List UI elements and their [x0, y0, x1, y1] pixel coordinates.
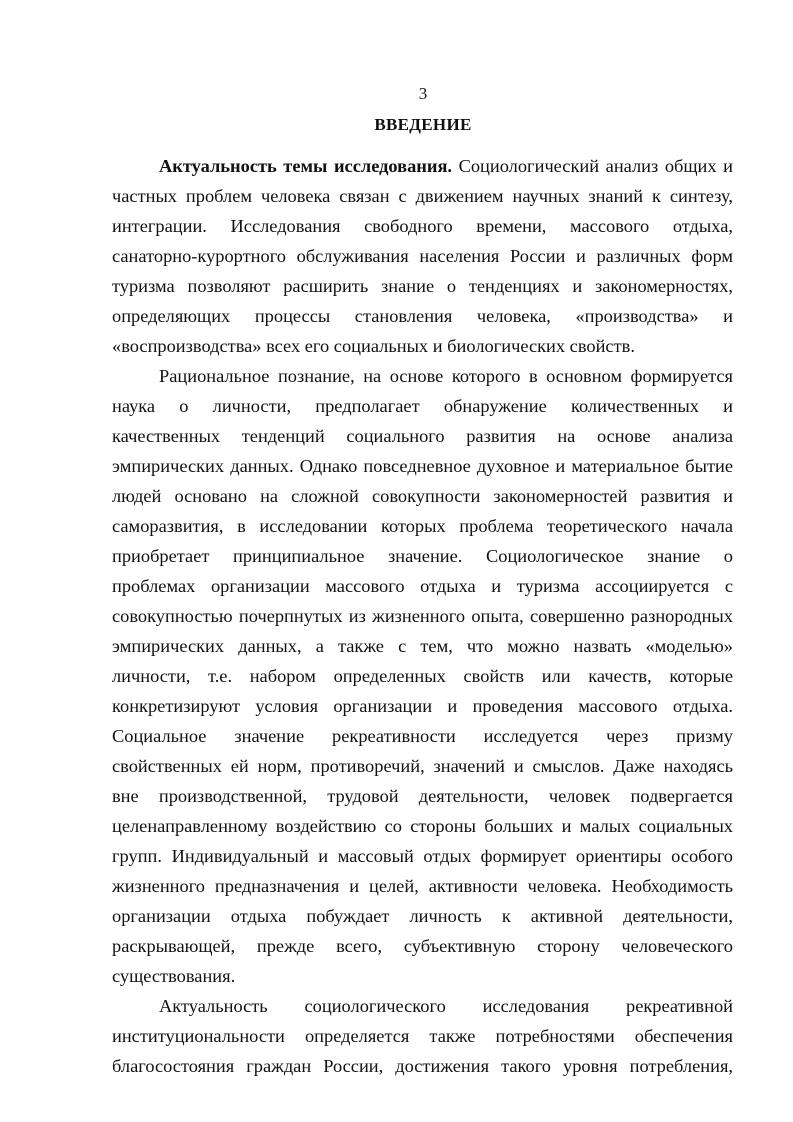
- paragraph-line: организации отдыха побуждает личность к активной деятельности,: [112, 906, 733, 926]
- paragraph-2: [112, 361, 733, 991]
- paragraph-line: существования.: [112, 966, 236, 986]
- paragraph-line: определяющих процессы становления человека, «производства» и: [112, 306, 733, 326]
- paragraph-line: интеграции. Исследования свободного времени, массового отдыха,: [112, 216, 733, 236]
- paragraph-line: конкретизируют условия организации и проведения массового отдыха.: [112, 696, 733, 716]
- paragraph-line: институциональности определяется также потребностями обеспечения: [112, 1026, 733, 1046]
- paragraph-line: Актуальность социологического исследования рекреативной: [159, 996, 733, 1016]
- paragraph-line: санаторно-курортного обслуживания населения России и различных форм: [112, 246, 733, 266]
- paragraph-line: «воспроизводства» всех его социальных и биологических свойств.: [112, 336, 635, 356]
- paragraph-line: приобретает принципиальное значение. Социологическое знание о: [112, 546, 733, 566]
- paragraph-line: частных проблем человека связан с движением научных знаний к синтезу,: [112, 186, 733, 206]
- paragraph-lead: Актуальность темы исследования.: [159, 156, 453, 176]
- paragraph-line: вне производственной, трудовой деятельности, человек подвергается: [112, 786, 733, 806]
- paragraph-line: наука о личности, предполагает обнаружение количественных и: [112, 396, 733, 416]
- paragraph-1: [112, 151, 733, 361]
- paragraph-line: Социальное значение рекреативности исследуется через призму: [112, 726, 733, 746]
- section-heading: ВВЕДЕНИЕ: [374, 115, 472, 134]
- body-text: [112, 151, 733, 1081]
- paragraph-line: эмпирических данных, а также с тем, что можно назвать «моделью»: [112, 636, 733, 656]
- paragraph-line: саморазвития, в исследовании которых проблема теоретического начала: [112, 516, 733, 536]
- paragraph-line: свойственных ей норм, противоречий, значений и смыслов. Даже находясь: [112, 756, 733, 776]
- paragraph-3: [112, 991, 733, 1081]
- paragraph-line: качественных тенденций социального развития на основе анализа: [112, 426, 733, 446]
- paragraph-line: туризма позволяют расширить знание о тенденциях и закономерностях,: [112, 276, 733, 296]
- paragraph-line: Актуальность темы исследования. Социологический анализ общих и: [159, 156, 733, 176]
- paragraph-line: личности, т.е. набором определенных свойств или качеств, которые: [112, 666, 733, 686]
- paragraph-line: жизненного предназначения и целей, активности человека. Необходимость: [112, 876, 733, 896]
- paragraph-line: проблемах организации массового отдыха и туризма ассоциируется с: [112, 576, 733, 596]
- paragraph-line: Рациональное познание, на основе которого в основном формируется: [159, 366, 733, 386]
- paragraph-line: эмпирических данных. Однако повседневное духовное и материальное бытие: [112, 456, 733, 476]
- paragraph-line: людей основано на сложной совокупности закономерностей развития и: [112, 486, 733, 506]
- paragraph-line: раскрывающей, прежде всего, субъективную сторону человеческого: [112, 936, 733, 956]
- paragraph-line: групп. Индивидуальный и массовый отдых формирует ориентиры особого: [112, 846, 733, 866]
- page-number: 3: [418, 84, 428, 103]
- paragraph-line: благосостояния граждан России, достижения такого уровня потребления,: [112, 1056, 733, 1076]
- paragraph-line: совокупностью почерпнутых из жизненного опыта, совершенно разнородных: [112, 606, 733, 626]
- paragraph-line: целенаправленному воздействию со стороны больших и малых социальных: [112, 816, 733, 836]
